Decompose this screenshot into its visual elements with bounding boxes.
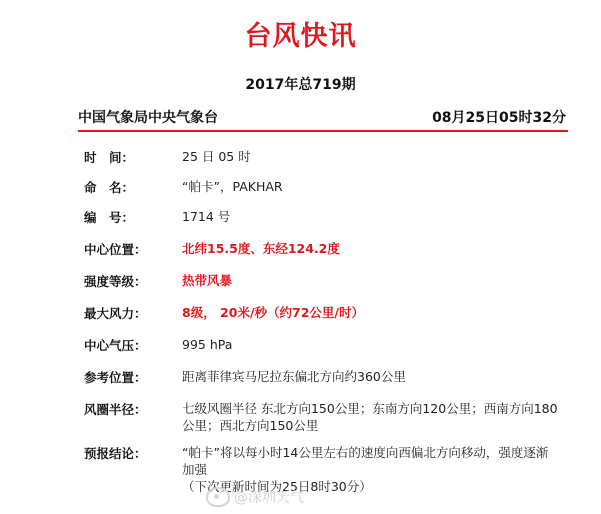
field-label: 预报结论： [84, 446, 147, 461]
field-value: “帕卡”，PAKHAR [182, 179, 283, 194]
agency-name: 中国气象局中央气象台 [78, 110, 218, 126]
field-value: 热带风暴 [182, 273, 233, 288]
bulletin-header [78, 106, 566, 128]
field-label: 强度等级： [84, 274, 147, 289]
field-label: 中心气压： [84, 338, 147, 353]
next-update-note: （下次更新时间为25日8时30分） [182, 479, 372, 494]
field-label: 时 间： [84, 150, 135, 165]
field-value: 25 日 05 时 [182, 149, 251, 164]
bulletin-title: 台风快讯 [244, 21, 357, 52]
field-label: 最大风力： [84, 306, 147, 321]
field-label: 中心位置： [84, 242, 147, 257]
field-label: 命 名： [84, 180, 135, 195]
header-divider [78, 130, 568, 132]
issue-datetime: 08月25日05时32分 [432, 110, 566, 126]
field-value: 北纬15.5度、东经124.2度 [182, 241, 340, 256]
field-value: 1714 号 [182, 209, 231, 224]
issue-number: 2017年总719期 [245, 77, 356, 93]
field-label: 编 号： [84, 210, 135, 225]
field-value: 七级风圈半径 东北方向150公里；东南方向120公里；西南方向180公里；西北方向150公里 [182, 401, 558, 433]
field-label: 风圈半径： [84, 402, 147, 417]
watermark-text: @深圳天气 [234, 490, 304, 506]
field-value: 995 hPa [182, 337, 233, 352]
watermark [206, 487, 304, 507]
field-label: 参考位置： [84, 370, 147, 385]
weibo-icon [206, 487, 230, 507]
field-value: 8级， 20米/秒（约72公里/时） [182, 305, 364, 320]
forecast-text: “帕卡”将以每小时14公里左右的速度向西偏北方向移动，强度逐渐加强 [182, 445, 549, 477]
field-value: 距离菲律宾马尼拉东偏北方向约360公里 [182, 369, 406, 384]
